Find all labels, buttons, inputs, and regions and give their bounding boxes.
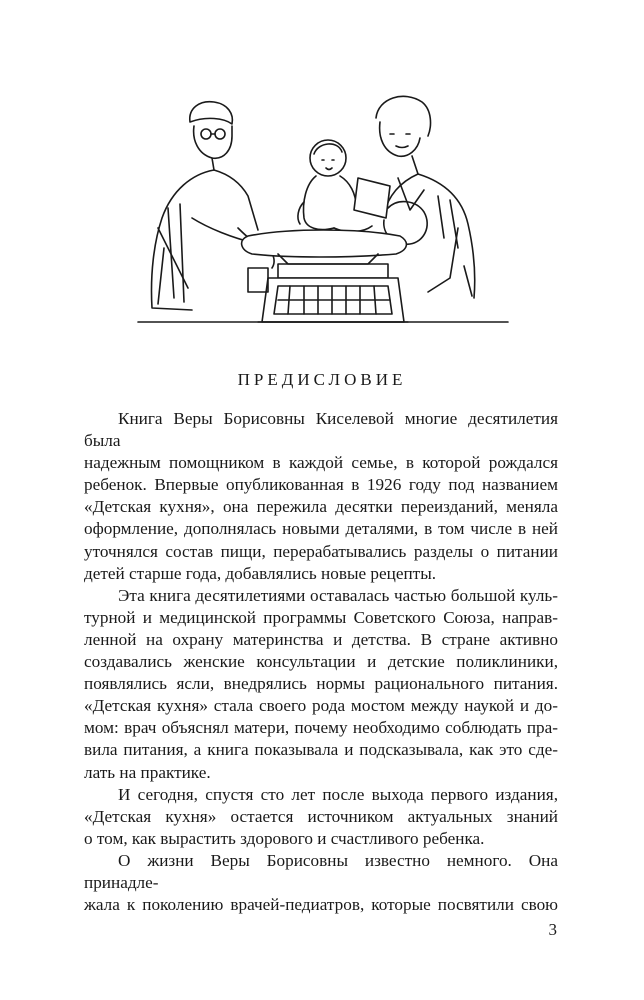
text-line: «Детская кухня», она пережила десятки переизданий, меняла (84, 497, 558, 517)
text-line: уточнялся состав пищи, перерабатывались разделы о питании (84, 541, 558, 561)
page-number: 3 (548, 920, 557, 939)
text-line: И сегодня, спустя сто лет после выхода первого издания, (118, 784, 558, 804)
text-line: детей старше года, добавлялись новые рецепты. (84, 563, 437, 583)
body-text (84, 408, 558, 916)
text-line: оформление, дополнялась новыми деталями, в том числе в ней (84, 519, 558, 539)
nurse-figure (151, 102, 278, 310)
text-line: «Детская кухня» стала своего рода мостом между наукой и до- (84, 696, 558, 716)
text-line: ребенок. Впервые опубликованная в 1926 году под названием (84, 475, 558, 495)
text-line: турной и медицинской программы Советского Союза, направ- (84, 607, 558, 627)
text-line: Эта книга десятилетиями оставалась частью большой куль- (118, 585, 558, 605)
text-line: Книга Веры Борисовны Киселевой многие десятилетия была (84, 409, 558, 451)
text-line: жала к поколению врачей-педиатров, которые посвятили свою (84, 895, 558, 915)
text-line: создавались женские консультации и детские поликлиники, (84, 652, 558, 672)
text-line: мом: врач объяснял матери, почему необходимо соблюдать пра- (84, 718, 558, 738)
text-line: вила питания, а книга показывала и подсказывала, как это сде- (84, 740, 558, 760)
text-line: лать на практике. (84, 762, 211, 782)
mother-figure (354, 96, 475, 298)
text-line: «Детская кухня» остается источником актуальных знаний (84, 806, 558, 826)
text-line: ленной на охрану материнства и детства. В стране активно (84, 629, 558, 649)
text-line: появлялись ясли, внедрялись нормы рационального питания. (84, 674, 558, 694)
illustration (128, 78, 518, 330)
text-line: о том, как вырастить здорового и счастливого ребенка. (84, 828, 485, 848)
baby-scale (242, 230, 408, 322)
chapter-heading: ПРЕДИСЛОВИЕ (237, 370, 407, 389)
text-line: надежным помощником в каждой семье, в которой рождался (84, 453, 558, 473)
text-line: О жизни Веры Борисовны известно немного. Она принадле- (84, 850, 558, 892)
